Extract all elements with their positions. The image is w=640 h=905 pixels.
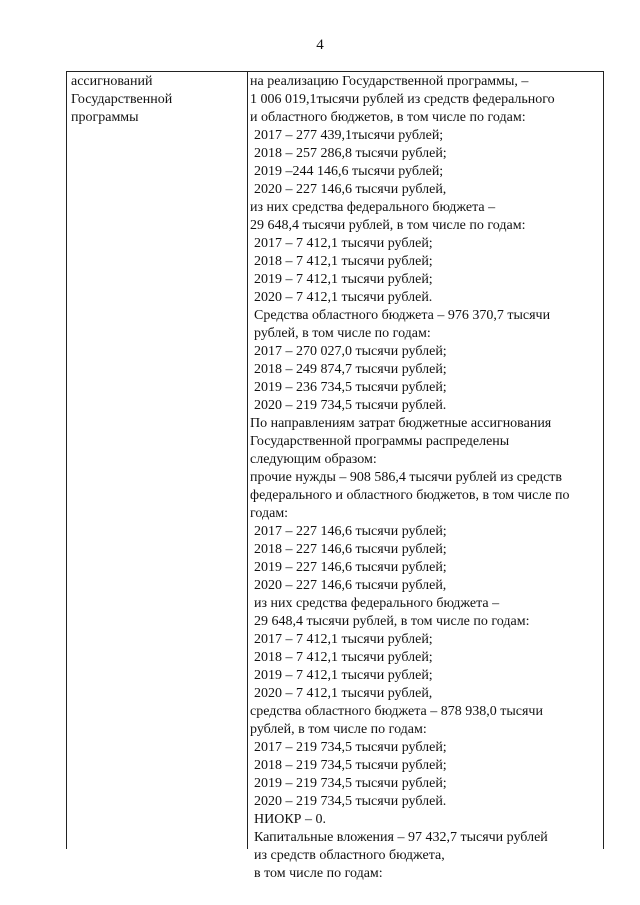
year-line: 2018 – 227 146,6 тысячи рублей; bbox=[254, 542, 447, 557]
year-line: 2020 – 219 734,5 тысячи рублей. bbox=[254, 398, 447, 413]
table-row-label-cell bbox=[71, 73, 243, 127]
label-line: ассигнований bbox=[71, 74, 153, 89]
year-line: 2020 – 227 146,6 тысячи рублей, bbox=[254, 182, 447, 197]
year-line: 2017 – 219 734,5 тысячи рублей; bbox=[254, 740, 447, 755]
year-line: 2018 – 7 412,1 тысячи рублей; bbox=[254, 650, 433, 665]
year-line: 2019 – 219 734,5 тысячи рублей; bbox=[254, 776, 447, 791]
content-line: федерального и областного бюджетов, в том числе по bbox=[250, 488, 570, 503]
content-line: прочие нужды – 908 586,4 тысячи рублей из средств bbox=[250, 470, 563, 485]
content-line: из средств областного бюджета, bbox=[254, 848, 445, 863]
content-line: следующим образом: bbox=[250, 452, 377, 467]
budget-table bbox=[66, 71, 604, 881]
content-line: из них средства федерального бюджета – bbox=[254, 596, 500, 611]
year-line: 2017 – 277 439,1тысячи рублей; bbox=[254, 128, 444, 143]
content-line: и областного бюджетов, в том числе по годам: bbox=[250, 110, 526, 125]
content-line: По направлениям затрат бюджетные ассигнования bbox=[250, 416, 552, 431]
content-line: годам: bbox=[250, 506, 289, 521]
content-line: средства областного бюджета – 878 938,0 тысячи bbox=[250, 704, 543, 719]
content-line: в том числе по годам: bbox=[254, 866, 383, 881]
page-number: 4 bbox=[316, 37, 324, 53]
year-line: 2018 – 249 874,7 тысячи рублей; bbox=[254, 362, 447, 377]
year-line: 2020 – 7 412,1 тысячи рублей. bbox=[254, 290, 433, 305]
year-line: 2019 – 236 734,5 тысячи рублей; bbox=[254, 380, 447, 395]
table-row-content-cell bbox=[250, 73, 600, 883]
content-line: рублей, в том числе по годам: bbox=[254, 326, 431, 341]
content-line: Средства областного бюджета – 976 370,7 тысячи bbox=[254, 308, 551, 323]
content-line: рублей, в том числе по годам: bbox=[250, 722, 427, 737]
year-line: 2019 – 7 412,1 тысячи рублей; bbox=[254, 272, 433, 287]
year-line: 2020 – 219 734,5 тысячи рублей. bbox=[254, 794, 447, 809]
year-line: 2017 – 227 146,6 тысячи рублей; bbox=[254, 524, 447, 539]
content-line: 29 648,4 тысячи рублей, в том числе по годам: bbox=[250, 218, 526, 233]
content-line: на реализацию Государственной программы, – bbox=[250, 74, 529, 89]
content-line: Государственной программы распределены bbox=[250, 434, 510, 449]
year-line: 2018 – 7 412,1 тысячи рублей; bbox=[254, 254, 433, 269]
year-line: 2019 –244 146,6 тысячи рублей; bbox=[254, 164, 444, 179]
content-line: 29 648,4 тысячи рублей, в том числе по годам: bbox=[254, 614, 530, 629]
label-line: программы bbox=[71, 110, 139, 125]
year-line: 2020 – 227 146,6 тысячи рублей, bbox=[254, 578, 447, 593]
year-line: 2018 – 257 286,8 тысячи рублей; bbox=[254, 146, 447, 161]
year-line: 2020 – 7 412,1 тысячи рублей, bbox=[254, 686, 433, 701]
year-line: 2019 – 7 412,1 тысячи рублей; bbox=[254, 668, 433, 683]
year-line: 2019 – 227 146,6 тысячи рублей; bbox=[254, 560, 447, 575]
content-line: НИОКР – 0. bbox=[254, 812, 326, 827]
year-line: 2017 – 7 412,1 тысячи рублей; bbox=[254, 632, 433, 647]
year-line: 2018 – 219 734,5 тысячи рублей; bbox=[254, 758, 447, 773]
year-line: 2017 – 7 412,1 тысячи рублей; bbox=[254, 236, 433, 251]
content-line: Капитальные вложения – 97 432,7 тысячи рублей bbox=[254, 830, 548, 845]
label-line: Государственной bbox=[71, 92, 173, 107]
column-divider bbox=[247, 72, 248, 849]
year-line: 2017 – 270 027,0 тысячи рублей; bbox=[254, 344, 447, 359]
content-line: 1 006 019,1тысячи рублей из средств федерального bbox=[250, 92, 555, 107]
content-line: из них средства федерального бюджета – bbox=[250, 200, 496, 215]
